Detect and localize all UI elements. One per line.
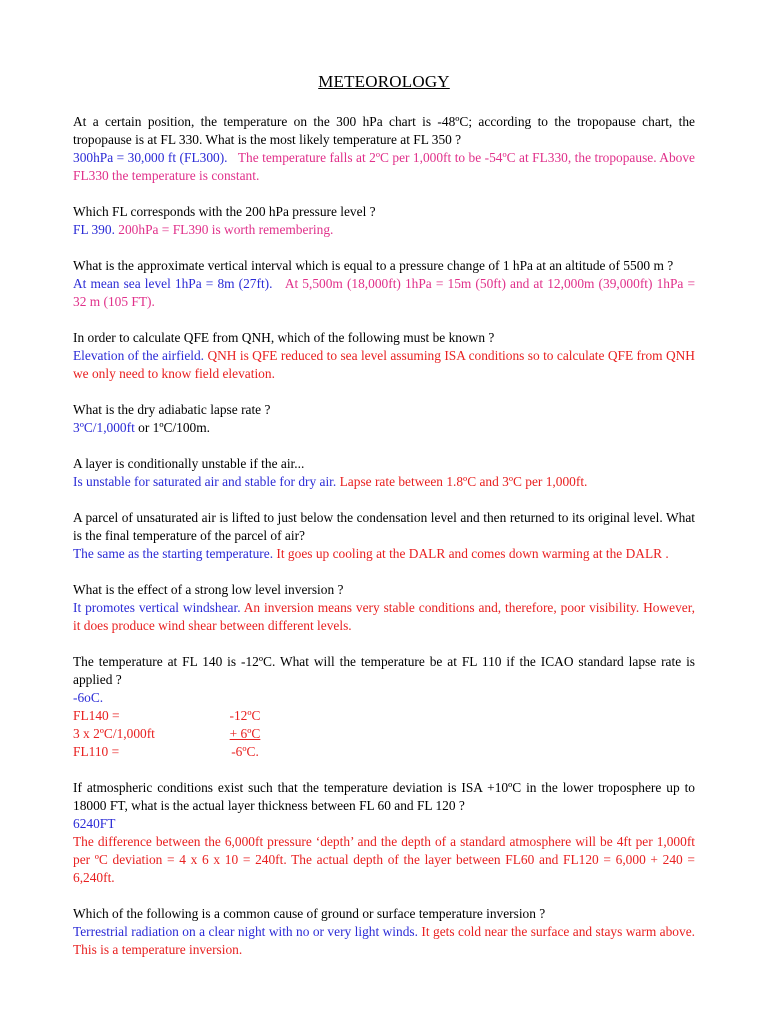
answer-text: -6oC. xyxy=(73,690,104,705)
answer-text: Terrestrial radiation on a clear night with no or very light winds. xyxy=(73,924,418,939)
explanation-text: An inversion means very stable conditions and, therefore, poor visibility. However, it does produce wind shear between different levels. xyxy=(73,600,695,633)
answer-text: 300hPa = 30,000 ft (FL300). xyxy=(73,150,228,165)
qa-item-1 xyxy=(73,113,695,185)
qa-item-6 xyxy=(73,455,695,491)
explanation-text: It goes up cooling at the DALR and comes down warming at the DALR . xyxy=(276,546,669,561)
question-text: The temperature at FL 140 is -12ºC. What will the temperature be at FL 110 if the ICAO standard lapse rate is applied ? xyxy=(73,654,695,687)
question-text: What is the dry adiabatic lapse rate ? xyxy=(73,402,271,417)
answer-block xyxy=(73,149,695,185)
question-text: What is the approximate vertical interval which is equal to a pressure change of 1 hPa at an altitude of 5500 m ? xyxy=(73,258,674,273)
question-text: What is the effect of a strong low level inversion ? xyxy=(73,582,344,597)
question-text: Which of the following is a common cause of ground or surface temperature inversion ? xyxy=(73,906,546,921)
explanation-text: The difference between the 6,000ft pressure ‘depth’ and the depth of a standard atmosphere will be 4ft per 1,000ft per ºC deviation = 4 x 6 x 10 = 240ft. The actual depth of the layer between FL60 and FL120 = 6,000 + 240 = 6,240ft. xyxy=(73,834,695,885)
answer-block xyxy=(73,923,695,959)
answer-text: FL 390. xyxy=(73,222,115,237)
calc-value: + 6ºC xyxy=(229,726,261,741)
question-text: In order to calculate QFE from QNH, which of the following must be known ? xyxy=(73,330,495,345)
page-title: METEOROLOGY xyxy=(318,72,450,91)
explanation-text: QNH is QFE reduced to sea level assuming ISA conditions so to calculate QFE from QNH we only need to know field elevation. xyxy=(73,348,695,381)
answer-text: At mean sea level 1hPa = 8m (27ft). xyxy=(73,276,273,291)
qa-item-10 xyxy=(73,779,695,887)
explanation-text: Lapse rate between 1.8ºC and 3ºC per 1,000ft. xyxy=(339,474,588,489)
answer-block xyxy=(73,221,695,239)
calc-row xyxy=(73,725,695,743)
answer-text: The same as the starting temperature. xyxy=(73,546,274,561)
qa-item-8 xyxy=(73,581,695,635)
answer-text: Elevation of the airfield. xyxy=(73,348,205,363)
calc-row xyxy=(73,743,695,761)
answer-block xyxy=(73,599,695,635)
qa-item-11 xyxy=(73,905,695,959)
qa-item-5 xyxy=(73,401,695,437)
question-text: Which FL corresponds with the 200 hPa pressure level ? xyxy=(73,204,376,219)
calc-label: FL140 = xyxy=(73,708,120,723)
calc-row xyxy=(73,707,695,725)
calc-label: FL110 = xyxy=(73,744,120,759)
answer-suffix-text: or 1ºC/100m. xyxy=(134,420,211,435)
answer-block xyxy=(73,545,695,563)
qa-item-9 xyxy=(73,653,695,761)
answer-block xyxy=(73,275,695,311)
question-text: A layer is conditionally unstable if the air... xyxy=(73,456,305,471)
explanation-text: 200hPa = FL390 is worth remembering. xyxy=(118,222,334,237)
answer-text: 6240FT xyxy=(73,816,116,831)
answer-block xyxy=(73,473,695,491)
question-text: At a certain position, the temperature on the 300 hPa chart is -48ºC; according to the tropopause chart, the tropopause is at FL 330. What is the most likely temperature at FL 350 ? xyxy=(73,114,695,147)
qa-item-7 xyxy=(73,509,695,563)
answer-text: Is unstable for saturated air and stable for dry air. xyxy=(73,474,337,489)
qa-item-4 xyxy=(73,329,695,383)
calc-value: -6ºC. xyxy=(231,744,259,759)
answer-text: 3ºC/1,000ft xyxy=(73,420,135,435)
qa-item-3 xyxy=(73,257,695,311)
answer-block xyxy=(73,419,695,437)
answer-block xyxy=(73,347,695,383)
explanation-text: At 5,500m (18,000ft) 1hPa = 15m (50ft) and at 12,000m (39,000ft) 1hPa = 32 m (105 FT). xyxy=(73,276,695,309)
calc-value: -12ºC xyxy=(229,708,261,723)
question-text: A parcel of unsaturated air is lifted to just below the condensation level and then returned to its original level. What is the final temperature of the parcel of air? xyxy=(73,510,695,543)
answer-text: It promotes vertical windshear. xyxy=(73,600,241,615)
calc-label: 3 x 2ºC/1,000ft xyxy=(73,726,155,741)
explanation-text: The temperature falls at 2ºC per 1,000ft to be -54ºC at FL330, the tropopause. Above FL330 the temperature is constant. xyxy=(73,150,695,183)
explanation-text: It gets cold near the surface and stays warm above. This is a temperature inversion. xyxy=(73,924,695,957)
qa-list xyxy=(73,113,695,977)
qa-item-2 xyxy=(73,203,695,239)
question-text: If atmospheric conditions exist such that the temperature deviation is ISA +10ºC in the lower troposphere up to 18000 FT, what is the actual layer thickness between FL 60 and FL 120 ? xyxy=(73,780,695,813)
